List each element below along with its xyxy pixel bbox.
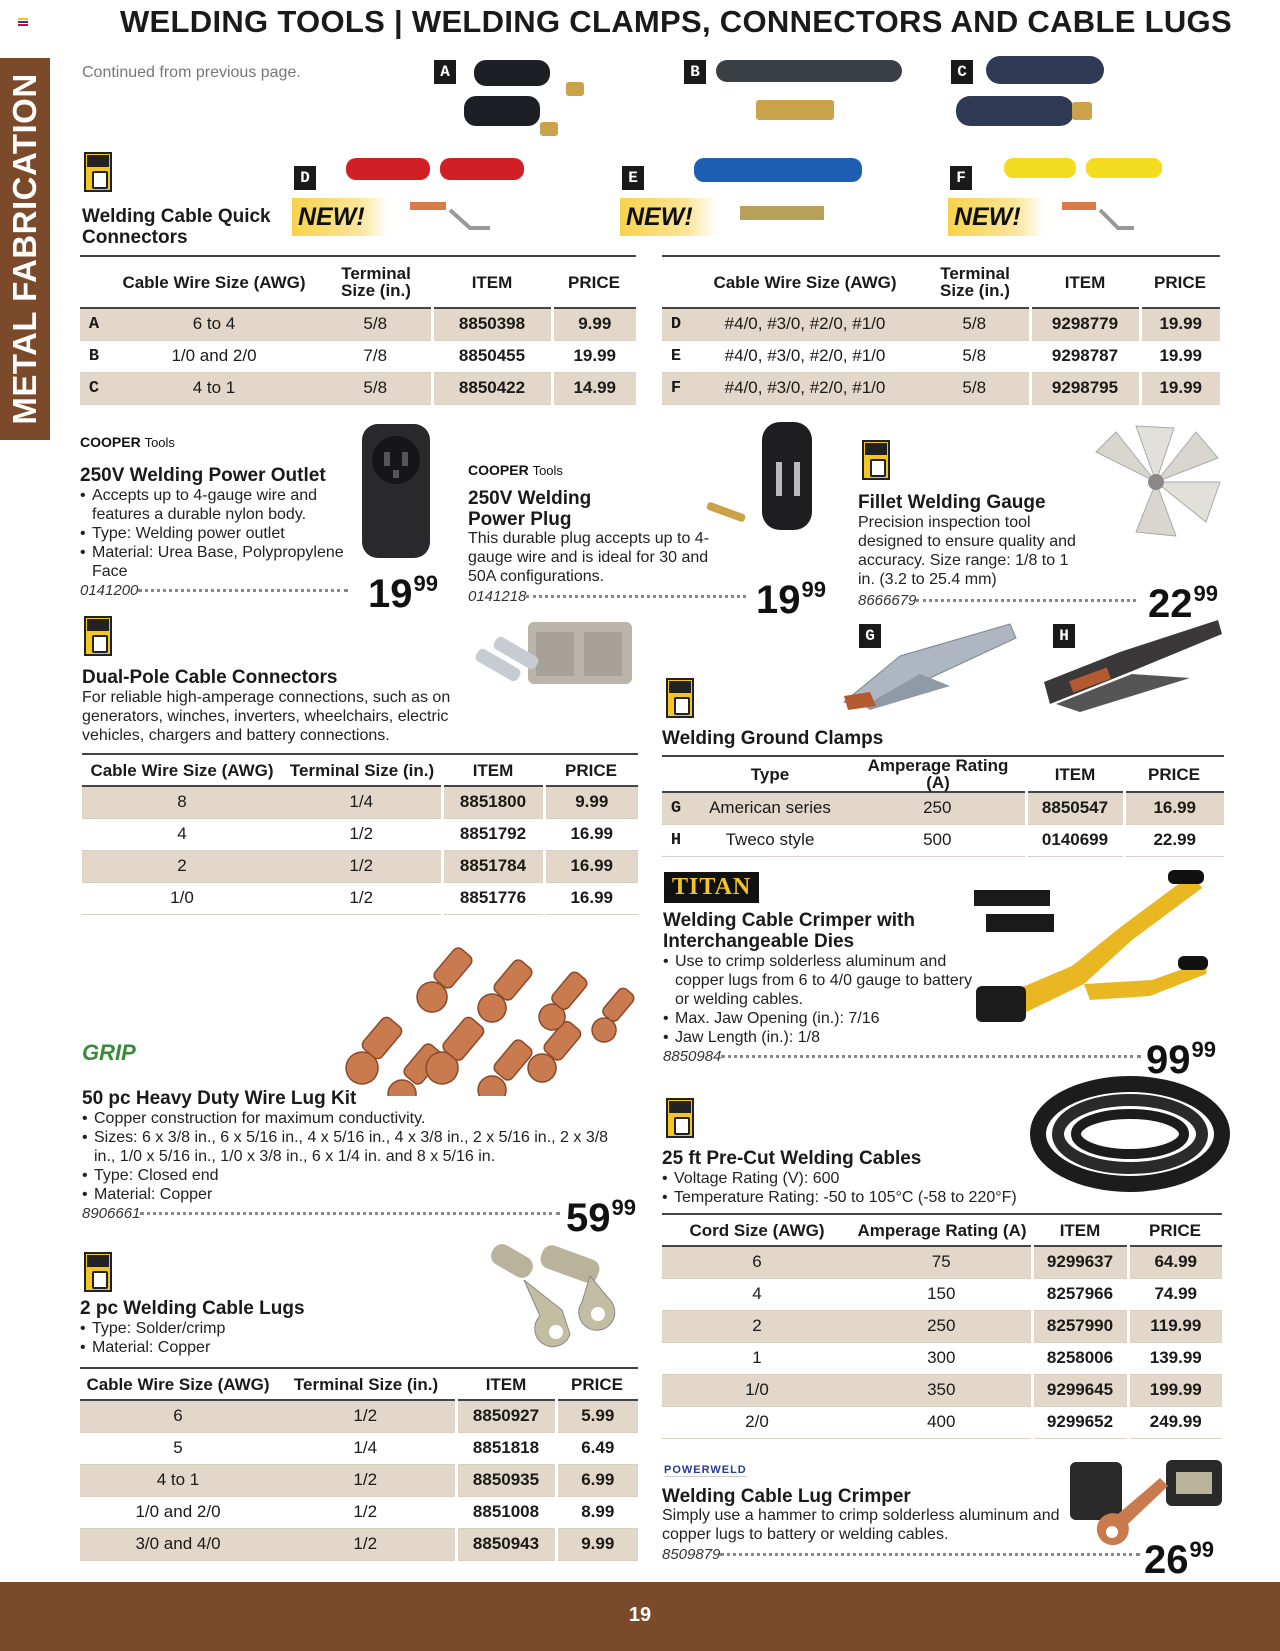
col-header: PRICE <box>552 256 636 308</box>
lug-kit-title: 50 pc Heavy Duty Wire Lug Kit <box>82 1088 357 1109</box>
col-header: Type <box>690 756 850 792</box>
table-row: 4 to 1 1/2 8850935 6.99 <box>80 1464 638 1496</box>
flag-icon <box>18 18 28 26</box>
titan-logo: TITAN <box>664 872 759 903</box>
power-outlet-price: $19^{99}$ <box>368 571 438 616</box>
col-header: PRICE <box>1124 756 1224 792</box>
col-header: PRICE <box>1128 1214 1222 1246</box>
letter-tag-a: A <box>434 60 456 84</box>
connector-b-image <box>712 54 912 130</box>
cable-lugs-features: • Type: Solder/crimp • Material: Copper <box>80 1319 380 1357</box>
power-outlet-title: 250V Welding Power Outlet <box>80 465 326 486</box>
cable-lugs-table <box>80 1367 638 1561</box>
crimper-title: Welding Cable Crimper with Interchangeable Dies <box>663 910 915 952</box>
table-row: 2 250 8257990 119.99 <box>662 1310 1222 1342</box>
section-tab-label: METAL FABRICATION <box>6 73 43 425</box>
lug-kit-price: $59^{99}$ <box>566 1195 636 1240</box>
cable-lugs-title: 2 pc Welding Cable Lugs <box>80 1298 305 1319</box>
power-outlet-features: • Accepts up to 4-gauge wire and features a durable nylon body. • Type: Welding power outlet • Material: Urea Base, Polypropylene Face <box>80 486 350 581</box>
table-row: 6 75 9299637 64.99 <box>662 1246 1222 1278</box>
letter-tag-g: G <box>859 624 881 648</box>
power-plug-title: 250V Welding Power Plug <box>468 488 592 530</box>
table-row: C 4 to 1 5/8 8850422 14.99 <box>80 372 636 404</box>
cable-lugs-image <box>470 1240 630 1358</box>
table-row: 1/0 1/2 8851776 16.99 <box>82 882 638 914</box>
table-row: 5 1/4 8851818 6.49 <box>80 1432 638 1464</box>
table-row: 8 1/4 8851800 9.99 <box>82 786 638 818</box>
power-fist-logo <box>862 440 890 480</box>
dual-pole-description: For reliable high-amperage connections, such as on generators, winches, inverters, wheelchairs, electric vehicles, chargers and battery connections. <box>82 689 451 744</box>
power-fist-logo <box>666 1098 694 1138</box>
fillet-gauge-description: Precision inspection tool designed to ensure quality and accuracy. Size range: 1/8 to 1 in. (3.2 to 25.4 mm) <box>858 514 1076 588</box>
fillet-gauge-title: Fillet Welding Gauge <box>858 492 1046 513</box>
table-row: A 6 to 4 5/8 8850398 9.99 <box>80 308 636 340</box>
fillet-gauge-sku: 8666679 <box>858 592 1148 609</box>
power-plug-price: $19^{99}$ <box>756 577 826 622</box>
power-outlet-sku: 0141200 <box>80 582 370 599</box>
power-fist-logo <box>84 616 112 656</box>
letter-tag-b: B <box>684 60 706 84</box>
crimper-price: $99^{99}$ <box>1146 1037 1216 1082</box>
col-header: PRICE <box>556 1368 638 1400</box>
lug-crimper-sku: 8509879 <box>662 1546 1146 1563</box>
power-plug-sku: 0141218 <box>468 588 758 605</box>
col-header: ITEM <box>432 256 552 308</box>
fillet-gauge-price: $22^{99}$ <box>1148 581 1218 626</box>
powerweld-logo: POWERWELD <box>664 1464 747 1476</box>
letter-tag-f: F <box>950 166 972 190</box>
power-fist-logo <box>666 678 694 718</box>
crimper-image <box>972 866 1208 1048</box>
col-header: Cable Wire Size (AWG) <box>82 754 282 786</box>
lug-kit-sku: 8906661 <box>82 1205 566 1222</box>
table-row: H Tweco style 500 0140699 22.99 <box>662 824 1224 856</box>
table-row: 6 1/2 8850927 5.99 <box>80 1400 638 1432</box>
lug-kit-features: • Copper construction for maximum conductivity. • Sizes: 6 x 3/8 in., 6 x 5/16 in., 4 x 5/16 in., 4 x 3/8 in., 2 x 5/16 in., 2 x 3/8 in., 1/0 x 5/16 in., 1/0 x 3/8 in., 6 x 1/4 in. and 8 x 5/16 in. • Type: Closed end • Material: Copper <box>82 1109 622 1204</box>
connector-c-image <box>952 52 1122 148</box>
quick-connectors-table-left <box>80 255 636 405</box>
table-row: 1 300 8258006 139.99 <box>662 1342 1222 1374</box>
table-row: G American series 250 8850547 16.99 <box>662 792 1224 824</box>
letter-tag-e: E <box>622 166 644 190</box>
quick-connectors-title: Welding Cable Quick Connectors <box>82 206 271 248</box>
grip-logo: GRIP <box>82 1040 136 1065</box>
lug-crimper-price: $26^{99}$ <box>1144 1537 1214 1582</box>
col-header: ITEM <box>1032 1214 1128 1246</box>
fillet-gauge-image <box>1086 422 1226 542</box>
col-header: Cable Wire Size (AWG) <box>80 1368 276 1400</box>
crimper-sku: 8850984 <box>663 1048 1143 1065</box>
continued-note: Continued from previous page. <box>82 64 301 81</box>
cables-table <box>662 1213 1222 1439</box>
col-header: Terminal Size (in.) <box>282 754 442 786</box>
cooper-logo: COOPER Tools <box>80 434 175 450</box>
power-fist-logo <box>84 1252 112 1292</box>
table-row: F #4/0, #3/0, #2/0, #1/0 5/8 9298795 19.99 <box>662 372 1220 404</box>
table-row: 1/0 and 2/0 1/2 8851008 8.99 <box>80 1496 638 1528</box>
col-header: Terminal Size (in.) <box>920 256 1030 308</box>
lug-kit-image <box>342 934 642 1096</box>
power-plug-image <box>700 418 830 542</box>
table-row: 3/0 and 4/0 1/2 8850943 9.99 <box>80 1528 638 1560</box>
new-badge-d: NEW! <box>292 198 388 236</box>
col-header: PRICE <box>544 754 638 786</box>
connector-a-image <box>440 52 590 148</box>
table-row: 2 1/2 8851784 16.99 <box>82 850 638 882</box>
ground-clamp-h-image <box>1040 612 1224 716</box>
page-footer <box>0 1582 1280 1651</box>
lug-crimper-title: Welding Cable Lug Crimper <box>662 1486 911 1507</box>
power-plug-description: This durable plug accepts up to 4-gauge wire and is ideal for 30 and 50A configurations. <box>468 530 710 585</box>
table-row: 4 1/2 8851792 16.99 <box>82 818 638 850</box>
table-row: B 1/0 and 2/0 7/8 8850455 19.99 <box>80 340 636 372</box>
ground-clamps-table <box>662 755 1224 857</box>
section-tab <box>0 58 50 440</box>
col-header: Cable Wire Size (AWG) <box>108 256 320 308</box>
table-row: 1/0 350 9299645 199.99 <box>662 1374 1222 1406</box>
new-badge-e: NEW! <box>620 198 716 236</box>
col-header: ITEM <box>442 754 544 786</box>
page-number: 19 <box>628 1604 652 1626</box>
ground-clamps-title: Welding Ground Clamps <box>662 728 884 749</box>
table-row: 2/0 400 9299652 249.99 <box>662 1406 1222 1438</box>
cables-features: • Voltage Rating (V): 600 • Temperature Rating: -50 to 105°C (-58 to 220°F) <box>662 1169 1082 1207</box>
col-header: Amperage Rating (A) <box>852 1214 1032 1246</box>
quick-connectors-table-right <box>662 255 1220 405</box>
letter-tag-h: H <box>1053 624 1075 648</box>
power-fist-logo <box>84 152 112 192</box>
power-outlet-image <box>356 420 436 562</box>
dual-pole-title: Dual-Pole Cable Connectors <box>82 667 338 688</box>
col-header: Cord Size (AWG) <box>662 1214 852 1246</box>
dual-pole-connector-image <box>470 612 640 710</box>
col-header: Terminal Size (in.) <box>320 256 432 308</box>
page-title: WELDING TOOLS | WELDING CLAMPS, CONNECTORS AND CABLE LUGS <box>120 4 1232 39</box>
col-header: ITEM <box>456 1368 556 1400</box>
col-header: PRICE <box>1140 256 1220 308</box>
cooper-logo: COOPER Tools <box>468 462 563 478</box>
table-row: 4 150 8257966 74.99 <box>662 1278 1222 1310</box>
table-row: D #4/0, #3/0, #2/0, #1/0 5/8 9298779 19.99 <box>662 308 1220 340</box>
col-header: Amperage Rating (A) <box>850 756 1026 792</box>
letter-tag-d: D <box>294 166 316 190</box>
col-header: Terminal Size (in.) <box>276 1368 456 1400</box>
col-header: ITEM <box>1030 256 1140 308</box>
letter-tag-c: C <box>951 60 973 84</box>
ground-clamp-g-image <box>840 616 1020 712</box>
lug-crimper-description: Simply use a hammer to crimp solderless aluminum and copper lugs to battery or welding cables. <box>662 1507 1060 1543</box>
col-header: Cable Wire Size (AWG) <box>690 256 920 308</box>
col-header: ITEM <box>1026 756 1124 792</box>
cables-title: 25 ft Pre-Cut Welding Cables <box>662 1148 922 1169</box>
connector-e-image <box>690 152 870 232</box>
new-badge-f: NEW! <box>948 198 1044 236</box>
dual-pole-table <box>82 753 638 915</box>
table-row: E #4/0, #3/0, #2/0, #1/0 5/8 9298787 19.99 <box>662 340 1220 372</box>
crimper-features: • Use to crimp solderless aluminum and copper lugs from 6 to 4/0 gauge to battery or welding cables. • Max. Jaw Opening (in.): 7/16 • Jaw Length (in.): 1/8 <box>663 952 983 1047</box>
